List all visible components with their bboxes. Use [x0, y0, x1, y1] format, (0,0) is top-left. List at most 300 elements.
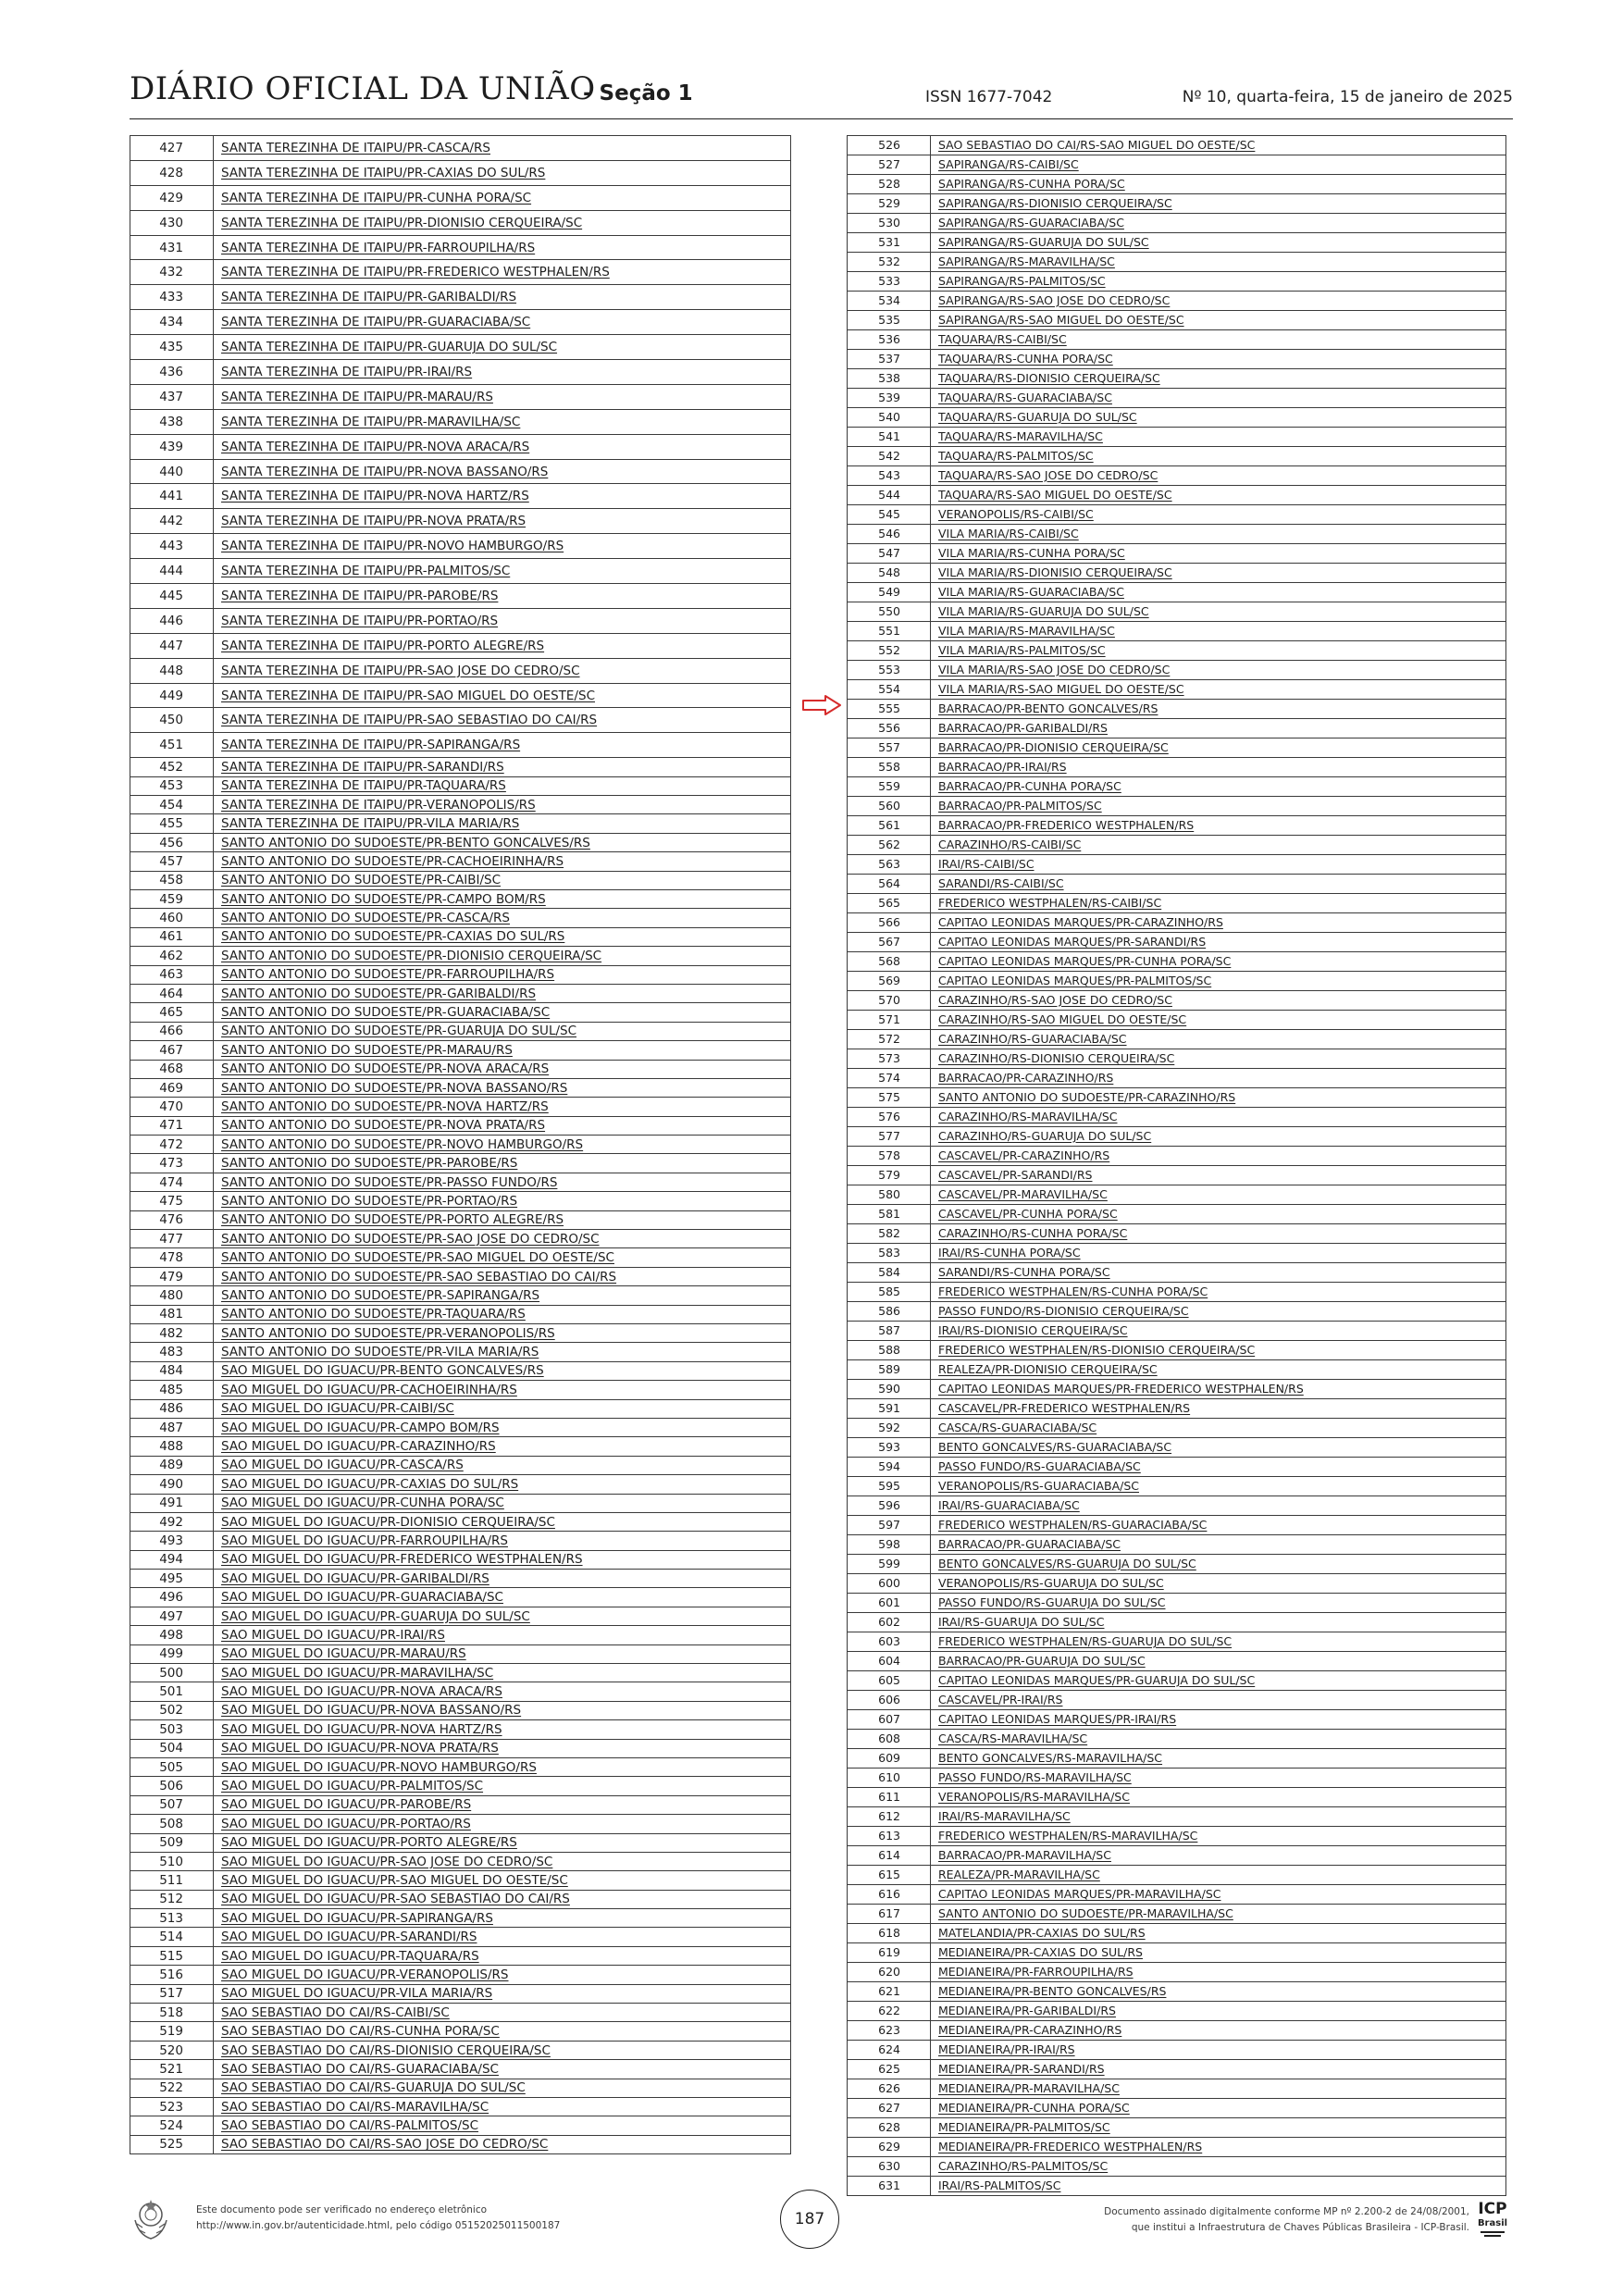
row-number: 512	[130, 1890, 214, 1908]
row-number: 571	[848, 1011, 931, 1030]
route-name: SANTO ANTONIO DO SUDOESTE/PR-CASCA/RS	[214, 909, 791, 927]
table-row	[848, 641, 1506, 661]
table-row	[130, 633, 791, 658]
table-row	[848, 1982, 1506, 2002]
route-name: TAQUARA/RS-PALMITOS/SC	[931, 447, 1506, 466]
route-name: SAO MIGUEL DO IGUACU/PR-CAIBI/SC	[214, 1399, 791, 1418]
row-number: 501	[130, 1682, 214, 1701]
table-row	[130, 1701, 791, 1719]
route-name: SAO MIGUEL DO IGUACU/PR-FREDERICO WESTPHALEN/RS	[214, 1550, 791, 1569]
row-number: 517	[130, 1984, 214, 2003]
row-number: 549	[848, 583, 931, 602]
arrow-right-icon	[801, 695, 842, 715]
table-row	[848, 1963, 1506, 1982]
route-name: SAO MIGUEL DO IGUACU/PR-SAPIRANGA/RS	[214, 1909, 791, 1928]
route-name: SANTO ANTONIO DO SUDOESTE/PR-CARAZINHO/RS	[931, 1088, 1506, 1108]
coat-of-arms-icon	[130, 2196, 172, 2242]
row-number: 577	[848, 1127, 931, 1147]
row-number: 490	[130, 1475, 214, 1494]
verification-link[interactable]: http://www.in.gov.br/autenticidade.html, pelo código 05152025011500187	[196, 2220, 561, 2231]
row-number: 562	[848, 836, 931, 855]
row-number: 452	[130, 758, 214, 776]
row-number: 427	[130, 136, 214, 161]
table-row	[130, 384, 791, 409]
row-number: 494	[130, 1550, 214, 1569]
row-number: 630	[848, 2157, 931, 2177]
row-number: 589	[848, 1360, 931, 1380]
row-number: 526	[848, 136, 931, 155]
route-name: SAO MIGUEL DO IGUACU/PR-MARAU/RS	[214, 1644, 791, 1663]
route-name: SANTO ANTONIO DO SUDOESTE/PR-NOVA PRATA/RS	[214, 1116, 791, 1135]
table-row	[130, 1210, 791, 1229]
table-row	[848, 1594, 1506, 1613]
table-row	[130, 2060, 791, 2079]
section-label: - Seção 1	[583, 81, 693, 105]
row-number: 464	[130, 984, 214, 1002]
route-name: SAPIRANGA/RS-PALMITOS/SC	[931, 272, 1506, 292]
row-number: 483	[130, 1343, 214, 1361]
table-row	[130, 927, 791, 946]
route-name: BARRACAO/PR-FREDERICO WESTPHALEN/RS	[931, 816, 1506, 836]
row-number: 578	[848, 1147, 931, 1166]
row-number: 441	[130, 484, 214, 509]
row-number: 623	[848, 2021, 931, 2041]
table-row	[130, 1003, 791, 1022]
route-name: SAPIRANGA/RS-CAIBI/SC	[931, 155, 1506, 175]
table-row	[848, 175, 1506, 194]
route-name: SANTA TEREZINHA DE ITAIPU/PR-MARAU/RS	[214, 384, 791, 409]
row-number: 519	[130, 2022, 214, 2041]
route-name: SANTA TEREZINHA DE ITAIPU/PR-NOVO HAMBURGO/RS	[214, 534, 791, 559]
row-number: 484	[130, 1361, 214, 1380]
route-name: CAPITAO LEONIDAS MARQUES/PR-PALMITOS/SC	[931, 972, 1506, 991]
route-name: SANTO ANTONIO DO SUDOESTE/PR-MARAU/RS	[214, 1041, 791, 1060]
row-number: 616	[848, 1885, 931, 1905]
route-name: BARRACAO/PR-IRAI/RS	[931, 758, 1506, 777]
row-number: 627	[848, 2099, 931, 2118]
table-row	[848, 1846, 1506, 1866]
route-name: MATELANDIA/PR-CAXIAS DO SUL/RS	[931, 1924, 1506, 1943]
table-row	[130, 683, 791, 708]
table-row	[848, 583, 1506, 602]
table-row	[848, 933, 1506, 952]
table-row	[848, 738, 1506, 758]
row-number: 612	[848, 1807, 931, 1827]
row-number: 507	[130, 1795, 214, 1814]
route-name: SAPIRANGA/RS-CUNHA PORA/SC	[931, 175, 1506, 194]
route-name: MEDIANEIRA/PR-FARROUPILHA/RS	[931, 1963, 1506, 1982]
row-number: 552	[848, 641, 931, 661]
table-row	[848, 991, 1506, 1011]
row-number: 480	[130, 1286, 214, 1305]
table-row	[130, 310, 791, 335]
route-name: SANTA TEREZINHA DE ITAIPU/PR-TAQUARA/RS	[214, 776, 791, 795]
row-number: 533	[848, 272, 931, 292]
table-row	[130, 1230, 791, 1248]
route-name: SANTA TEREZINHA DE ITAIPU/PR-SAO SEBASTIAO DO CAI/RS	[214, 708, 791, 733]
row-number: 611	[848, 1788, 931, 1807]
route-table-right	[847, 135, 1506, 2196]
table-row	[130, 1909, 791, 1928]
row-number: 479	[130, 1267, 214, 1285]
table-row	[130, 285, 791, 310]
row-number: 582	[848, 1224, 931, 1244]
table-row	[130, 1267, 791, 1285]
row-number: 609	[848, 1749, 931, 1769]
table-row	[130, 210, 791, 235]
row-number: 462	[130, 947, 214, 965]
row-number: 477	[130, 1230, 214, 1248]
route-name: CASCA/RS-GUARACIABA/SC	[931, 1419, 1506, 1438]
table-row	[130, 758, 791, 776]
table-row	[848, 1516, 1506, 1535]
row-number: 628	[848, 2118, 931, 2138]
table-row	[848, 1224, 1506, 1244]
row-number: 614	[848, 1846, 931, 1866]
row-number: 558	[848, 758, 931, 777]
row-number: 631	[848, 2177, 931, 2196]
table-row	[848, 1458, 1506, 1477]
signature-note	[1104, 2204, 1469, 2236]
route-name: TAQUARA/RS-GUARACIABA/SC	[931, 389, 1506, 408]
route-name: SANTA TEREZINHA DE ITAIPU/PR-SARANDI/RS	[214, 758, 791, 776]
table-row	[130, 1852, 791, 1870]
row-number: 619	[848, 1943, 931, 1963]
route-name: SANTA TEREZINHA DE ITAIPU/PR-CUNHA PORA/SC	[214, 185, 791, 210]
route-name: CASCAVEL/PR-CUNHA PORA/SC	[931, 1205, 1506, 1224]
icp-logo-subtext: Brasil	[1477, 2218, 1508, 2228]
row-number: 537	[848, 350, 931, 369]
row-number: 564	[848, 875, 931, 894]
route-name: SANTA TEREZINHA DE ITAIPU/PR-FREDERICO WESTPHALEN/RS	[214, 260, 791, 285]
row-number: 508	[130, 1815, 214, 1833]
row-number: 446	[130, 608, 214, 633]
route-name: CASCAVEL/PR-CARAZINHO/RS	[931, 1147, 1506, 1166]
table-row	[848, 1769, 1506, 1788]
table-row	[848, 428, 1506, 447]
row-number: 617	[848, 1905, 931, 1924]
row-number: 624	[848, 2041, 931, 2060]
icp-brasil-logo	[1473, 2195, 1512, 2243]
row-number: 435	[130, 335, 214, 360]
route-name: SANTA TEREZINHA DE ITAIPU/PR-PORTAO/RS	[214, 608, 791, 633]
route-name: IRAI/RS-DIONISIO CERQUEIRA/SC	[931, 1322, 1506, 1341]
row-number: 466	[130, 1022, 214, 1040]
row-number: 596	[848, 1496, 931, 1516]
row-number: 542	[848, 447, 931, 466]
route-name: VILA MARIA/RS-SAO MIGUEL DO OESTE/SC	[931, 680, 1506, 700]
route-name: SAO MIGUEL DO IGUACU/PR-CAMPO BOM/RS	[214, 1418, 791, 1436]
route-name: SANTA TEREZINHA DE ITAIPU/PR-SAO JOSE DO CEDRO/SC	[214, 658, 791, 683]
row-number: 449	[130, 683, 214, 708]
table-row	[848, 1866, 1506, 1885]
table-row	[130, 708, 791, 733]
row-number: 556	[848, 719, 931, 738]
row-number: 515	[130, 1946, 214, 1965]
table-row	[848, 1924, 1506, 1943]
row-number: 622	[848, 2002, 931, 2021]
table-row	[130, 1757, 791, 1776]
row-number: 524	[130, 2116, 214, 2135]
table-row	[130, 2116, 791, 2135]
route-name: BARRACAO/PR-MARAVILHA/SC	[931, 1846, 1506, 1866]
row-number: 565	[848, 894, 931, 913]
table-row	[130, 852, 791, 871]
row-number: 535	[848, 311, 931, 330]
table-row	[130, 1381, 791, 1399]
route-name: SAO MIGUEL DO IGUACU/PR-NOVO HAMBURGO/RS	[214, 1757, 791, 1776]
route-name: SANTO ANTONIO DO SUDOESTE/PR-NOVO HAMBURGO/RS	[214, 1136, 791, 1154]
row-number: 451	[130, 733, 214, 758]
route-name: SANTA TEREZINHA DE ITAIPU/PR-PORTO ALEGRE/RS	[214, 633, 791, 658]
route-name: SANTA TEREZINHA DE ITAIPU/PR-GUARACIABA/SC	[214, 310, 791, 335]
row-number: 467	[130, 1041, 214, 1060]
route-name: SAO MIGUEL DO IGUACU/PR-CAXIAS DO SUL/RS	[214, 1475, 791, 1494]
table-row	[848, 350, 1506, 369]
route-name: SANTO ANTONIO DO SUDOESTE/PR-SAO JOSE DO CEDRO/SC	[214, 1230, 791, 1248]
table-row	[848, 1788, 1506, 1807]
table-row	[130, 360, 791, 385]
row-number: 437	[130, 384, 214, 409]
route-name: SANTO ANTONIO DO SUDOESTE/PR-SAO MIGUEL DO OESTE/SC	[214, 1248, 791, 1267]
route-name: SAO MIGUEL DO IGUACU/PR-GUARACIABA/SC	[214, 1588, 791, 1607]
row-number: 590	[848, 1380, 931, 1399]
route-name: CARAZINHO/RS-SAO JOSE DO CEDRO/SC	[931, 991, 1506, 1011]
route-name: SANTO ANTONIO DO SUDOESTE/PR-PASSO FUNDO/RS	[214, 1173, 791, 1191]
row-number: 502	[130, 1701, 214, 1719]
route-name: SAPIRANGA/RS-DIONISIO CERQUEIRA/SC	[931, 194, 1506, 214]
table-row	[130, 1946, 791, 1965]
row-number: 553	[848, 661, 931, 680]
table-row	[848, 1399, 1506, 1419]
route-name: CAPITAO LEONIDAS MARQUES/PR-FREDERICO WESTPHALEN/RS	[931, 1380, 1506, 1399]
route-name: MEDIANEIRA/PR-GARIBALDI/RS	[931, 2002, 1506, 2021]
route-name: SAO SEBASTIAO DO CAI/RS-SAO JOSE DO CEDRO/SC	[214, 2135, 791, 2153]
route-name: SANTO ANTONIO DO SUDOESTE/PR-PORTAO/RS	[214, 1192, 791, 1210]
route-name: SAO MIGUEL DO IGUACU/PR-SARANDI/RS	[214, 1928, 791, 1946]
row-number: 545	[848, 505, 931, 525]
row-number: 457	[130, 852, 214, 871]
route-name: REALEZA/PR-DIONISIO CERQUEIRA/SC	[931, 1360, 1506, 1380]
row-number: 561	[848, 816, 931, 836]
row-number: 625	[848, 2060, 931, 2079]
row-number: 430	[130, 210, 214, 235]
row-number: 504	[130, 1739, 214, 1757]
table-row	[848, 797, 1506, 816]
route-name: FREDERICO WESTPHALEN/RS-DIONISIO CERQUEIRA/SC	[931, 1341, 1506, 1360]
row-number: 569	[848, 972, 931, 991]
issue-date: Nº 10, quarta-feira, 15 de janeiro de 2025	[1182, 88, 1513, 106]
table-row	[130, 965, 791, 984]
table-row	[848, 680, 1506, 700]
route-name: CAPITAO LEONIDAS MARQUES/PR-CARAZINHO/RS	[931, 913, 1506, 933]
route-name: CASCA/RS-MARAVILHA/SC	[931, 1730, 1506, 1749]
row-number: 603	[848, 1632, 931, 1652]
row-number: 551	[848, 622, 931, 641]
table-row	[848, 253, 1506, 272]
route-name: BENTO GONCALVES/RS-MARAVILHA/SC	[931, 1749, 1506, 1769]
row-number: 528	[848, 175, 931, 194]
table-row	[130, 1323, 791, 1342]
route-name: SANTA TEREZINHA DE ITAIPU/PR-MARAVILHA/SC	[214, 409, 791, 434]
route-name: VILA MARIA/RS-DIONISIO CERQUEIRA/SC	[931, 564, 1506, 583]
route-name: SANTO ANTONIO DO SUDOESTE/PR-BENTO GONCALVES/RS	[214, 833, 791, 851]
table-row	[130, 559, 791, 584]
row-number: 482	[130, 1323, 214, 1342]
table-row	[130, 185, 791, 210]
table-row	[130, 871, 791, 889]
table-row	[848, 972, 1506, 991]
verification-note	[196, 2203, 560, 2234]
row-number: 439	[130, 434, 214, 459]
route-name: SANTA TEREZINHA DE ITAIPU/PR-NOVA BASSANO/RS	[214, 459, 791, 484]
table-row	[130, 947, 791, 965]
row-number: 443	[130, 534, 214, 559]
table-row	[848, 2118, 1506, 2138]
row-number: 592	[848, 1419, 931, 1438]
row-number: 453	[130, 776, 214, 795]
table-row	[848, 1905, 1506, 1924]
row-number: 626	[848, 2079, 931, 2099]
route-name: SANTO ANTONIO DO SUDOESTE/PR-NOVA ARACA/RS	[214, 1060, 791, 1078]
table-row	[848, 1166, 1506, 1185]
table-row	[130, 1078, 791, 1097]
route-name: SAO MIGUEL DO IGUACU/PR-CACHOEIRINHA/RS	[214, 1381, 791, 1399]
row-number: 471	[130, 1116, 214, 1135]
route-name: SANTA TEREZINHA DE ITAIPU/PR-IRAI/RS	[214, 360, 791, 385]
route-name: SANTA TEREZINHA DE ITAIPU/PR-NOVA HARTZ/RS	[214, 484, 791, 509]
table-row	[848, 1496, 1506, 1516]
route-name: FREDERICO WESTPHALEN/RS-CUNHA PORA/SC	[931, 1283, 1506, 1302]
route-name: SANTO ANTONIO DO SUDOESTE/PR-SAO SEBASTIAO DO CAI/RS	[214, 1267, 791, 1285]
table-row	[130, 1664, 791, 1682]
table-row	[130, 1494, 791, 1512]
route-name: SANTO ANTONIO DO SUDOESTE/PR-NOVA BASSANO/RS	[214, 1078, 791, 1097]
row-number: 620	[848, 1963, 931, 1982]
table-row	[130, 1116, 791, 1135]
route-name: VILA MARIA/RS-SAO JOSE DO CEDRO/SC	[931, 661, 1506, 680]
table-row	[130, 890, 791, 909]
route-name: SAO MIGUEL DO IGUACU/PR-FARROUPILHA/RS	[214, 1532, 791, 1550]
route-name: SARANDI/RS-CUNHA PORA/SC	[931, 1263, 1506, 1283]
table-row	[130, 1626, 791, 1644]
table-row	[848, 1049, 1506, 1069]
row-number: 554	[848, 680, 931, 700]
route-name: CARAZINHO/RS-GUARUJA DO SUL/SC	[931, 1127, 1506, 1147]
route-name: SANTO ANTONIO DO SUDOESTE/PR-VERANOPOLIS/RS	[214, 1323, 791, 1342]
route-name: VILA MARIA/RS-PALMITOS/SC	[931, 641, 1506, 661]
table-row	[848, 719, 1506, 738]
route-name: MEDIANEIRA/PR-SARANDI/RS	[931, 2060, 1506, 2079]
route-name: SANTO ANTONIO DO SUDOESTE/PR-GUARUJA DO SUL/SC	[214, 1022, 791, 1040]
route-name: MEDIANEIRA/PR-BENTO GONCALVES/RS	[931, 1982, 1506, 2002]
table-row	[130, 1532, 791, 1550]
row-number: 525	[130, 2135, 214, 2153]
route-name: SAO MIGUEL DO IGUACU/PR-SAO MIGUEL DO OESTE/SC	[214, 1871, 791, 1890]
route-name: SAO MIGUEL DO IGUACU/PR-SAO SEBASTIAO DO CAI/RS	[214, 1890, 791, 1908]
route-name: CASCAVEL/PR-SARANDI/RS	[931, 1166, 1506, 1185]
row-number: 499	[130, 1644, 214, 1663]
route-name: SAPIRANGA/RS-SAO MIGUEL DO OESTE/SC	[931, 311, 1506, 330]
row-number: 463	[130, 965, 214, 984]
row-number: 518	[130, 2004, 214, 2022]
table-row	[130, 1286, 791, 1305]
table-row	[848, 330, 1506, 350]
route-name: SAPIRANGA/RS-GUARUJA DO SUL/SC	[931, 233, 1506, 253]
table-row	[848, 777, 1506, 797]
row-number: 598	[848, 1535, 931, 1555]
table-row	[130, 1833, 791, 1852]
table-row	[130, 1815, 791, 1833]
table-row	[848, 1827, 1506, 1846]
route-name: SANTA TEREZINHA DE ITAIPU/PR-GARIBALDI/RS	[214, 285, 791, 310]
row-number: 541	[848, 428, 931, 447]
signature-line-1: Documento assinado digitalmente conforme MP nº 2.200-2 de 24/08/2001,	[1104, 2206, 1469, 2217]
table-row	[848, 2099, 1506, 2118]
table-row	[848, 389, 1506, 408]
route-name: SANTA TEREZINHA DE ITAIPU/PR-NOVA ARACA/RS	[214, 434, 791, 459]
row-number: 546	[848, 525, 931, 544]
route-name: SAPIRANGA/RS-MARAVILHA/SC	[931, 253, 1506, 272]
row-number: 459	[130, 890, 214, 909]
row-number: 428	[130, 160, 214, 185]
route-name: TAQUARA/RS-SAO MIGUEL DO OESTE/SC	[931, 486, 1506, 505]
table-row	[848, 1302, 1506, 1322]
row-number: 555	[848, 700, 931, 719]
row-number: 548	[848, 564, 931, 583]
table-row	[130, 1928, 791, 1946]
route-name: SAO MIGUEL DO IGUACU/PR-NOVA BASSANO/RS	[214, 1701, 791, 1719]
route-name: VILA MARIA/RS-GUARUJA DO SUL/SC	[931, 602, 1506, 622]
row-number: 583	[848, 1244, 931, 1263]
route-name: SAO MIGUEL DO IGUACU/PR-PALMITOS/SC	[214, 1777, 791, 1795]
row-number: 465	[130, 1003, 214, 1022]
row-number: 505	[130, 1757, 214, 1776]
route-name: SAO MIGUEL DO IGUACU/PR-NOVA ARACA/RS	[214, 1682, 791, 1701]
route-name: SAO MIGUEL DO IGUACU/PR-DIONISIO CERQUEIRA/SC	[214, 1512, 791, 1531]
route-name: BARRACAO/PR-GUARACIABA/SC	[931, 1535, 1506, 1555]
row-number: 606	[848, 1691, 931, 1710]
route-name: SANTO ANTONIO DO SUDOESTE/PR-DIONISIO CERQUEIRA/SC	[214, 947, 791, 965]
table-row	[130, 796, 791, 814]
route-name: SANTO ANTONIO DO SUDOESTE/PR-TAQUARA/RS	[214, 1305, 791, 1323]
table-row	[848, 1632, 1506, 1652]
row-number: 584	[848, 1263, 931, 1283]
route-name: SAO MIGUEL DO IGUACU/PR-GARIBALDI/RS	[214, 1570, 791, 1588]
table-row	[848, 2138, 1506, 2157]
table-row	[848, 758, 1506, 777]
row-number: 431	[130, 235, 214, 260]
table-row	[848, 1011, 1506, 1030]
table-row	[130, 1720, 791, 1739]
table-row	[130, 1682, 791, 1701]
table-row	[130, 1060, 791, 1078]
route-name: CAPITAO LEONIDAS MARQUES/PR-IRAI/RS	[931, 1710, 1506, 1730]
table-row	[130, 484, 791, 509]
row-number: 470	[130, 1098, 214, 1116]
route-name: IRAI/RS-PALMITOS/SC	[931, 2177, 1506, 2196]
row-number: 458	[130, 871, 214, 889]
route-name: TAQUARA/RS-CAIBI/SC	[931, 330, 1506, 350]
row-number: 527	[848, 155, 931, 175]
table-row	[130, 1136, 791, 1154]
route-name: SANTA TEREZINHA DE ITAIPU/PR-SAO MIGUEL DO OESTE/SC	[214, 683, 791, 708]
table-row	[848, 1730, 1506, 1749]
row-number: 621	[848, 1982, 931, 2002]
route-name: SANTA TEREZINHA DE ITAIPU/PR-VILA MARIA/RS	[214, 814, 791, 833]
signature-line-2: que institui a Infraestrutura de Chaves Públicas Brasileira - ICP-Brasil.	[1131, 2222, 1469, 2233]
table-row	[848, 1807, 1506, 1827]
